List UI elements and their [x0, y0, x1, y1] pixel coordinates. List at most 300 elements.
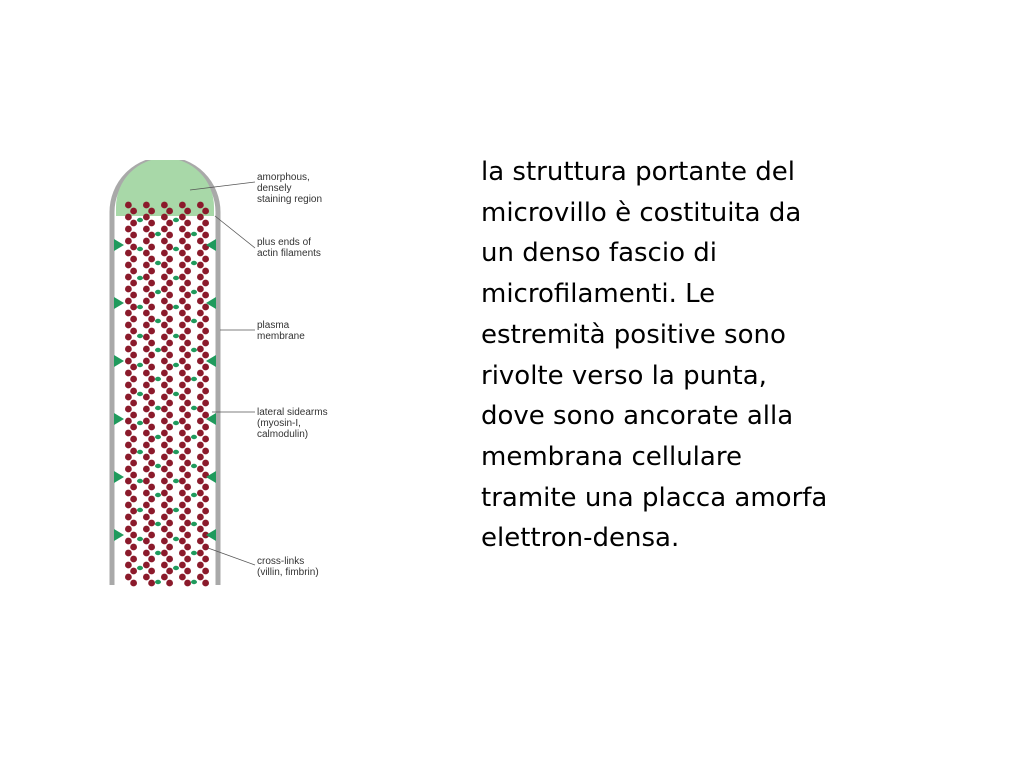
actin-subunit: [179, 286, 186, 293]
actin-subunit: [143, 262, 150, 269]
actin-subunit: [166, 556, 173, 563]
sidearm-left: [114, 529, 124, 541]
actin-subunit: [148, 580, 155, 587]
cross-link: [137, 537, 143, 541]
actin-subunit: [197, 298, 204, 305]
actin-subunit: [125, 514, 132, 521]
actin-subunit: [202, 208, 209, 215]
actin-subunit: [166, 340, 173, 347]
actin-subunit: [166, 256, 173, 263]
actin-subunit: [143, 478, 150, 485]
actin-subunit: [179, 550, 186, 557]
label-plus-ends: plus ends of actin filaments: [257, 237, 321, 259]
actin-subunit: [161, 238, 168, 245]
actin-subunit: [161, 466, 168, 473]
cross-link: [173, 305, 179, 309]
actin-subunit: [130, 352, 137, 359]
actin-subunit: [130, 460, 137, 467]
actin-subunit: [179, 358, 186, 365]
actin-subunit: [148, 376, 155, 383]
actin-subunit: [184, 244, 191, 251]
actin-subunit: [125, 274, 132, 281]
actin-subunit: [197, 490, 204, 497]
actin-subunit: [166, 424, 173, 431]
actin-subunit: [143, 562, 150, 569]
actin-subunit: [130, 376, 137, 383]
actin-subunit: [148, 520, 155, 527]
cross-link: [173, 479, 179, 483]
actin-subunit: [161, 418, 168, 425]
actin-subunit: [148, 532, 155, 539]
actin-subunit: [184, 412, 191, 419]
actin-subunit: [148, 496, 155, 503]
cross-link: [137, 392, 143, 396]
actin-subunit: [197, 322, 204, 329]
actin-subunit: [143, 550, 150, 557]
actin-filament: [125, 202, 137, 587]
cross-link: [173, 276, 179, 280]
actin-subunit: [197, 334, 204, 341]
actin-subunit: [179, 478, 186, 485]
actin-subunit: [202, 376, 209, 383]
actin-subunit: [161, 550, 168, 557]
actin-subunit: [161, 298, 168, 305]
actin-subunit: [130, 436, 137, 443]
cross-link: [191, 493, 197, 497]
actin-subunit: [202, 292, 209, 299]
actin-subunit: [197, 466, 204, 473]
actin-subunit: [161, 370, 168, 377]
actin-subunit: [184, 400, 191, 407]
actin-subunit: [148, 256, 155, 263]
actin-subunit: [161, 202, 168, 209]
cross-link: [173, 392, 179, 396]
leader-line: [215, 216, 255, 248]
actin-subunit: [179, 334, 186, 341]
actin-subunit: [184, 496, 191, 503]
actin-subunit: [184, 340, 191, 347]
actin-subunit: [197, 574, 204, 581]
sidearm-left: [114, 355, 124, 367]
actin-subunit: [125, 382, 132, 389]
actin-subunit: [166, 292, 173, 299]
actin-subunit: [184, 232, 191, 239]
cross-link: [137, 508, 143, 512]
cross-link: [155, 261, 161, 265]
actin-subunit: [161, 514, 168, 521]
actin-subunit: [197, 478, 204, 485]
actin-subunit: [130, 292, 137, 299]
actin-subunit: [143, 526, 150, 533]
actin-subunit: [179, 346, 186, 353]
actin-subunit: [166, 568, 173, 575]
actin-subunit: [148, 208, 155, 215]
cross-link: [191, 551, 197, 555]
sidearm-left: [114, 413, 124, 425]
cross-link: [191, 522, 197, 526]
actin-subunit: [148, 352, 155, 359]
actin-subunit: [179, 538, 186, 545]
cross-link: [137, 450, 143, 454]
actin-subunit: [125, 394, 132, 401]
sidearm-left: [114, 297, 124, 309]
actin-subunit: [130, 484, 137, 491]
actin-subunit: [179, 514, 186, 521]
actin-subunit: [179, 226, 186, 233]
actin-subunit: [143, 358, 150, 365]
actin-filament: [197, 202, 209, 587]
actin-subunit: [179, 202, 186, 209]
actin-subunit: [197, 538, 204, 545]
actin-subunit: [197, 238, 204, 245]
actin-subunit: [148, 568, 155, 575]
actin-subunit: [143, 202, 150, 209]
actin-subunit: [184, 460, 191, 467]
cross-link: [173, 450, 179, 454]
actin-subunit: [148, 484, 155, 491]
actin-subunit: [184, 364, 191, 371]
label-cross-links: cross-links (villin, fimbrin): [257, 556, 319, 578]
cross-link: [191, 377, 197, 381]
actin-subunit: [166, 580, 173, 587]
actin-subunit: [130, 424, 137, 431]
actin-subunit: [143, 310, 150, 317]
actin-subunit: [197, 526, 204, 533]
actin-subunit: [125, 310, 132, 317]
actin-subunit: [166, 436, 173, 443]
actin-subunit: [197, 310, 204, 317]
actin-subunit: [148, 304, 155, 311]
actin-subunit: [179, 490, 186, 497]
actin-subunit: [202, 568, 209, 575]
actin-subunit: [202, 508, 209, 515]
actin-subunit: [179, 238, 186, 245]
actin-subunit: [179, 322, 186, 329]
actin-subunit: [148, 412, 155, 419]
actin-subunit: [184, 472, 191, 479]
actin-subunit: [202, 388, 209, 395]
actin-subunit: [130, 412, 137, 419]
actin-subunit: [125, 538, 132, 545]
actin-subunit: [166, 316, 173, 323]
actin-subunit: [179, 298, 186, 305]
actin-subunit: [184, 304, 191, 311]
actin-subunit: [130, 580, 137, 587]
actin-subunit: [130, 508, 137, 515]
actin-subunit: [197, 442, 204, 449]
actin-subunit: [130, 256, 137, 263]
cross-link: [173, 363, 179, 367]
actin-subunit: [125, 454, 132, 461]
actin-subunit: [125, 418, 132, 425]
actin-subunit: [197, 550, 204, 557]
cross-link: [155, 377, 161, 381]
actin-subunit: [202, 520, 209, 527]
actin-subunit: [148, 340, 155, 347]
actin-subunit: [197, 394, 204, 401]
actin-subunit: [166, 328, 173, 335]
microvillus-diagram: [100, 160, 360, 590]
actin-subunit: [179, 418, 186, 425]
actin-subunit: [166, 304, 173, 311]
actin-subunit: [184, 388, 191, 395]
actin-subunit: [130, 280, 137, 287]
cross-link: [173, 421, 179, 425]
cross-link: [191, 319, 197, 323]
actin-subunit: [130, 556, 137, 563]
sidearm-left: [114, 471, 124, 483]
actin-subunit: [184, 556, 191, 563]
actin-subunit: [125, 430, 132, 437]
actin-subunit: [166, 508, 173, 515]
actin-subunit: [130, 340, 137, 347]
actin-subunit: [143, 502, 150, 509]
actin-subunit: [202, 484, 209, 491]
actin-subunit: [130, 544, 137, 551]
actin-subunit: [202, 448, 209, 455]
actin-subunit: [197, 514, 204, 521]
actin-subunit: [184, 436, 191, 443]
cross-link: [155, 406, 161, 410]
actin-subunit: [202, 280, 209, 287]
actin-subunit: [179, 574, 186, 581]
actin-subunit: [130, 328, 137, 335]
actin-subunit: [143, 490, 150, 497]
actin-subunit: [166, 496, 173, 503]
actin-filament: [161, 202, 173, 587]
actin-subunit: [202, 340, 209, 347]
cross-link: [137, 479, 143, 483]
actin-subunit: [148, 424, 155, 431]
actin-subunit: [125, 226, 132, 233]
actin-subunit: [161, 226, 168, 233]
actin-subunit: [184, 376, 191, 383]
actin-subunit: [143, 442, 150, 449]
actin-subunit: [148, 544, 155, 551]
actin-subunit: [130, 244, 137, 251]
actin-subunit: [184, 484, 191, 491]
cross-link: [191, 580, 197, 584]
cross-link: [137, 247, 143, 251]
actin-subunit: [130, 520, 137, 527]
actin-subunit: [202, 424, 209, 431]
actin-subunit: [143, 466, 150, 473]
slide-body-text: la struttura portante del microvillo è costituita da un denso fascio di microfilamenti. Le estremità positive sono rivolte verso la punta, dove sono ancorate alla membrana cellulare tramite una placca amorfa elettron-densa.: [481, 157, 828, 554]
actin-subunit: [143, 454, 150, 461]
label-plasma-membrane: plasma membrane: [257, 320, 305, 342]
actin-subunit: [184, 220, 191, 227]
actin-subunit: [130, 496, 137, 503]
actin-subunit: [202, 400, 209, 407]
actin-subunit: [148, 436, 155, 443]
actin-subunit: [197, 274, 204, 281]
cross-link: [173, 218, 179, 222]
actin-subunit: [184, 208, 191, 215]
actin-subunit: [161, 310, 168, 317]
cross-link: [173, 537, 179, 541]
actin-subunit: [184, 292, 191, 299]
actin-subunit: [143, 322, 150, 329]
actin-subunit: [125, 562, 132, 569]
actin-subunit: [143, 382, 150, 389]
label-amorphous-region: amorphous, densely staining region: [257, 172, 323, 205]
actin-subunit: [161, 406, 168, 413]
actin-subunit: [143, 514, 150, 521]
actin-subunit: [148, 244, 155, 251]
actin-subunit: [125, 214, 132, 221]
actin-subunit: [143, 226, 150, 233]
actin-subunit: [179, 394, 186, 401]
actin-subunit: [202, 364, 209, 371]
actin-subunit: [130, 208, 137, 215]
actin-subunit: [161, 454, 168, 461]
cross-link: [155, 493, 161, 497]
actin-subunit: [166, 460, 173, 467]
actin-subunit: [179, 502, 186, 509]
actin-subunit: [143, 430, 150, 437]
actin-subunit: [143, 418, 150, 425]
actin-subunit: [202, 256, 209, 263]
actin-subunit: [161, 490, 168, 497]
actin-subunit: [148, 556, 155, 563]
cross-link: [155, 551, 161, 555]
cross-link: [155, 580, 161, 584]
actin-subunit: [197, 562, 204, 569]
actin-subunit: [148, 316, 155, 323]
cross-link: [191, 435, 197, 439]
cross-link: [173, 247, 179, 251]
actin-subunit: [166, 280, 173, 287]
actin-subunit: [197, 286, 204, 293]
actin-subunit: [143, 394, 150, 401]
actin-subunit: [148, 232, 155, 239]
actin-filament: [143, 202, 155, 587]
actin-subunit: [130, 532, 137, 539]
actin-subunit: [166, 520, 173, 527]
actin-subunit: [166, 532, 173, 539]
leader-line: [208, 548, 255, 565]
actin-subunit: [125, 262, 132, 269]
actin-subunit: [125, 370, 132, 377]
actin-subunit: [161, 286, 168, 293]
actin-subunit: [161, 346, 168, 353]
cross-link: [191, 290, 197, 294]
actin-subunit: [179, 466, 186, 473]
actin-subunit: [125, 238, 132, 245]
actin-subunit: [161, 358, 168, 365]
actin-subunit: [197, 454, 204, 461]
actin-subunit: [125, 286, 132, 293]
actin-subunit: [202, 496, 209, 503]
actin-subunit: [143, 250, 150, 257]
actin-subunit: [166, 376, 173, 383]
cross-link: [137, 566, 143, 570]
cross-link: [137, 334, 143, 338]
actin-subunit: [166, 244, 173, 251]
actin-subunit: [166, 388, 173, 395]
cross-link: [155, 290, 161, 294]
actin-subunit: [148, 292, 155, 299]
actin-subunit: [143, 274, 150, 281]
actin-subunit: [166, 268, 173, 275]
actin-subunit: [125, 202, 132, 209]
actin-subunit: [143, 574, 150, 581]
actin-subunit: [161, 526, 168, 533]
actin-subunit: [202, 412, 209, 419]
cross-link: [155, 232, 161, 236]
actin-subunit: [125, 490, 132, 497]
actin-subunit: [184, 532, 191, 539]
actin-subunit: [184, 280, 191, 287]
actin-subunit: [179, 454, 186, 461]
actin-subunit: [161, 562, 168, 569]
actin-subunit: [130, 304, 137, 311]
actin-subunit: [202, 460, 209, 467]
actin-subunit: [148, 364, 155, 371]
actin-subunit: [161, 322, 168, 329]
actin-subunit: [197, 202, 204, 209]
actin-subunit: [130, 364, 137, 371]
actin-subunit: [166, 208, 173, 215]
actin-subunit: [125, 250, 132, 257]
actin-subunit: [166, 484, 173, 491]
actin-subunit: [202, 268, 209, 275]
actin-subunit: [197, 502, 204, 509]
actin-subunit: [184, 328, 191, 335]
actin-subunit: [202, 328, 209, 335]
actin-subunit: [184, 508, 191, 515]
actin-subunit: [161, 250, 168, 257]
actin-subunit: [130, 316, 137, 323]
cross-link: [173, 508, 179, 512]
actin-subunit: [197, 226, 204, 233]
cross-link: [173, 334, 179, 338]
sidearm-left: [114, 239, 124, 251]
actin-subunit: [202, 352, 209, 359]
actin-subunit: [125, 526, 132, 533]
actin-subunit: [125, 442, 132, 449]
actin-subunit: [130, 232, 137, 239]
actin-subunit: [125, 322, 132, 329]
actin-subunit: [184, 568, 191, 575]
cross-link: [191, 406, 197, 410]
actin-subunit: [179, 406, 186, 413]
cross-link: [137, 421, 143, 425]
cross-link: [191, 261, 197, 265]
actin-subunit: [130, 388, 137, 395]
actin-subunit: [184, 580, 191, 587]
actin-subunit: [197, 250, 204, 257]
actin-subunit: [143, 214, 150, 221]
cross-link: [155, 464, 161, 468]
actin-subunit: [184, 316, 191, 323]
actin-subunit: [202, 220, 209, 227]
cross-link: [191, 232, 197, 236]
actin-subunit: [179, 250, 186, 257]
actin-subunit: [166, 352, 173, 359]
actin-subunit: [184, 448, 191, 455]
actin-subunit: [130, 268, 137, 275]
actin-subunit: [143, 346, 150, 353]
actin-subunit: [161, 442, 168, 449]
actin-subunit: [166, 448, 173, 455]
cross-link: [155, 348, 161, 352]
sidearm-right: [206, 529, 216, 541]
actin-subunit: [197, 214, 204, 221]
actin-subunit: [166, 400, 173, 407]
actin-subunit: [197, 262, 204, 269]
actin-subunit: [148, 460, 155, 467]
